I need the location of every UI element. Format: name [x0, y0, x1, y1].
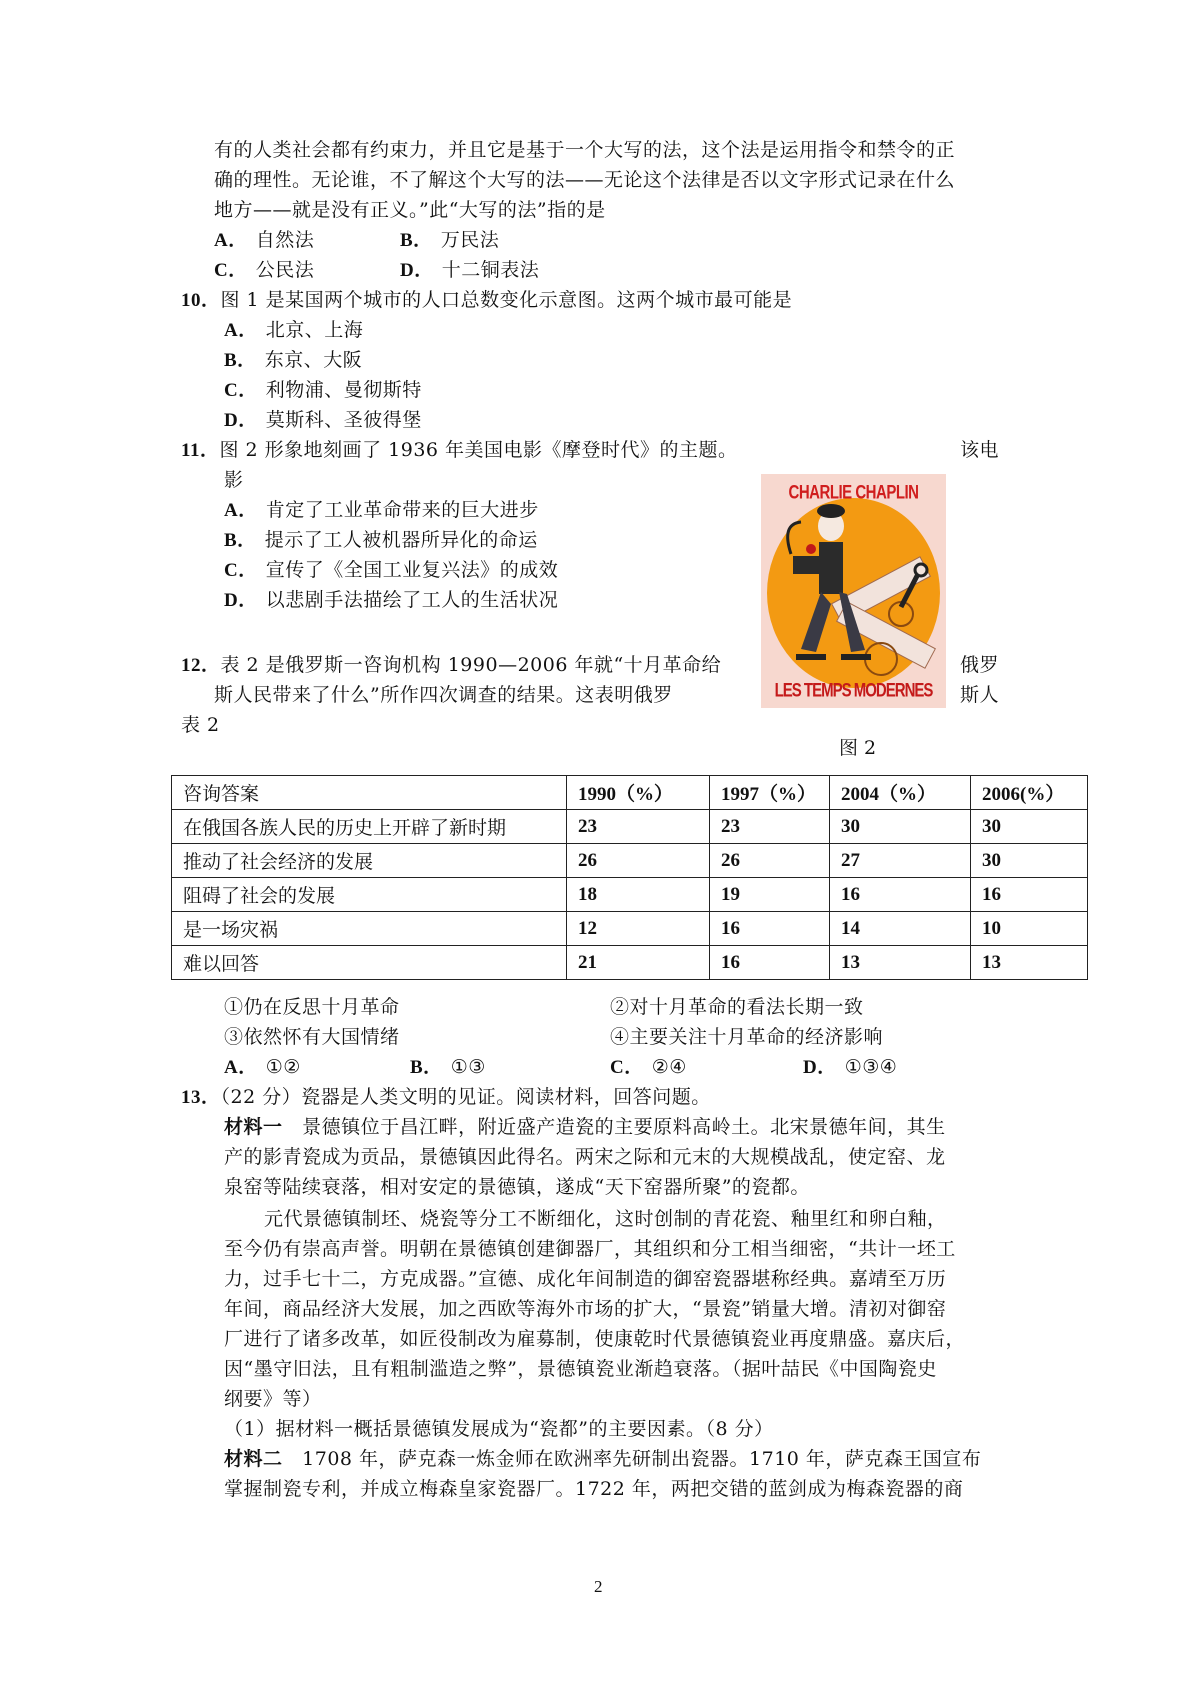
q13-material1-line-9: 因“墨守旧法，且有粗制滥造之弊”，景德镇瓷业渐趋衰落。（据叶喆民《中国陶瓷史 [224, 1358, 937, 1380]
question-stem: （22 分）瓷器是人类文明的见证。阅读材料，回答问题。 [220, 1086, 711, 1108]
question-number: 11． [181, 440, 220, 461]
q13-material1-line-3: 泉窑等陆续衰落，相对安定的景德镇，遂成“天下窑器所聚”的瓷都。 [224, 1176, 810, 1198]
question-number: 12． [181, 655, 221, 676]
poster-title-bottom: LES TEMPS MODERNES [774, 679, 933, 702]
option-text: 万民法 [440, 229, 500, 251]
q9-stem-line-2: 确的理性。无论谁，不了解这个大写的法——无论这个法律是否以文字形式记录在什么 [214, 169, 956, 191]
option-text: 肯定了工业革命带来的巨大进步 [265, 499, 539, 521]
q13-stem [181, 1085, 711, 1110]
table-cell: 难以回答 [172, 946, 567, 980]
option-label: D． [224, 590, 258, 611]
question-stem: 表 2 是俄罗斯一咨询机构 1990—2006 年就“十月革命给 [220, 654, 722, 676]
table-header-cell: 咨询答案 [172, 776, 567, 810]
option-label: B． [224, 530, 257, 551]
question-stem: 图 2 形象地刻画了 1936 年美国电影《摩登时代》的主题。 [219, 439, 738, 461]
q12-option-a [224, 1055, 301, 1080]
table-2-label: 表 2 [181, 714, 220, 736]
figure-2-poster [761, 474, 946, 708]
q12-stem-right-2: 斯人 [960, 684, 1000, 706]
table-cell: 推动了社会经济的发展 [172, 844, 567, 878]
option-text: 提示了工人被机器所异化的命运 [264, 529, 538, 551]
table-cell: 16 [710, 946, 830, 980]
table-cell: 16 [710, 912, 830, 946]
table-header-cell: 2006(%） [971, 776, 1088, 810]
table-cell: 30 [971, 844, 1088, 878]
question-stem: 图 1 是某国两个城市的人口总数变化示意图。这两个城市最可能是 [220, 289, 793, 311]
q10-option-b [224, 348, 362, 373]
table-cell: 12 [567, 912, 710, 946]
option-text: 东京、大阪 [264, 349, 363, 371]
q11-stem [181, 438, 738, 463]
question-number: 13． [181, 1087, 221, 1108]
q12-statement-1: ①仍在反思十月革命 [224, 996, 400, 1018]
option-text: 宣传了《全国工业复兴法》的成效 [265, 559, 559, 581]
q12-stem-line-2: 斯人民带来了什么”所作四次调查的结果。这表明俄罗 [214, 684, 673, 706]
material-text: 1708 年，萨克森一炼金师在欧洲率先研制出瓷器。1710 年，萨克森王国宣布 [302, 1448, 982, 1470]
option-label: B． [224, 350, 257, 371]
table-cell: 21 [567, 946, 710, 980]
figure-2-caption: 图 2 [839, 737, 877, 759]
q9-option-c [214, 258, 314, 283]
q11-option-a [224, 498, 539, 523]
option-label: C． [224, 380, 258, 401]
q11-stem-line-2: 影 [224, 469, 244, 491]
poster-title-top: CHARLIE CHAPLIN [788, 481, 919, 504]
material-text: 景德镇位于昌江畔，附近盛产造瓷的主要原料高岭土。北宋景德年间，其生 [302, 1116, 946, 1138]
q10-stem [181, 288, 792, 313]
table-row [172, 912, 1088, 946]
q10-option-a [224, 318, 363, 343]
table-cell: 26 [567, 844, 710, 878]
q12-option-c [610, 1055, 687, 1080]
table-row [172, 946, 1088, 980]
option-label: A． [224, 1057, 258, 1078]
page-number: 2 [594, 1577, 603, 1596]
q13-material2-line-2: 掌握制瓷专利，并成立梅森皇家瓷器厂。1722 年，两把交错的蓝剑成为梅森瓷器的商 [224, 1478, 964, 1500]
table-row [172, 844, 1088, 878]
option-text: ①③ [450, 1056, 486, 1078]
table-cell: 30 [971, 810, 1088, 844]
q9-stem-line-1: 有的人类社会都有约束力，并且它是基于一个大写的法，这个法是运用指令和禁令的正 [214, 139, 956, 161]
q13-material1-line-5: 至今仍有崇高声誉。明朝在景德镇创建御器厂，其组织和分工相当细密，“共计一坯工 [224, 1238, 956, 1260]
q11-option-d [224, 588, 558, 613]
table-cell: 阻碍了社会的发展 [172, 878, 567, 912]
q9-option-d [400, 258, 539, 283]
table-2 [171, 775, 1088, 980]
table-header-cell: 2004（%） [830, 776, 971, 810]
table-cell: 10 [971, 912, 1088, 946]
option-label: D． [803, 1057, 837, 1078]
q12-option-d [803, 1055, 897, 1080]
option-label: A． [214, 230, 248, 251]
table-cell: 13 [830, 946, 971, 980]
table-cell: 13 [971, 946, 1088, 980]
table-cell: 16 [971, 878, 1088, 912]
table-row [172, 878, 1088, 912]
option-text: ①② [265, 1056, 301, 1078]
option-label: C． [610, 1057, 644, 1078]
q13-material1-line-10: 纲要》等） [224, 1388, 322, 1410]
table-cell: 16 [830, 878, 971, 912]
q9-option-b [400, 228, 499, 253]
q13-subquestion-1: （1）据材料一概括景德镇发展成为“瓷都”的主要因素。（8 分） [224, 1418, 774, 1440]
q11-option-c [224, 558, 558, 583]
option-text: 十二铜表法 [441, 259, 540, 281]
q12-option-b [410, 1055, 486, 1080]
q12-statement-4: ④主要关注十月革命的经济影响 [610, 1026, 884, 1048]
table-header-cell: 1990（%） [567, 776, 710, 810]
table-row [172, 810, 1088, 844]
option-text: ①③④ [844, 1056, 898, 1078]
option-label: C． [224, 560, 258, 581]
option-label: B． [410, 1057, 443, 1078]
option-text: ②④ [651, 1056, 687, 1078]
option-label: A． [224, 320, 258, 341]
q13-material2-line-1 [224, 1447, 981, 1472]
option-text: 北京、上海 [265, 319, 364, 341]
table-cell: 30 [830, 810, 971, 844]
material-label: 材料二 [224, 1449, 283, 1470]
q12-statement-3: ③依然怀有大国情绪 [224, 1026, 400, 1048]
q10-option-c [224, 378, 422, 403]
table-cell: 26 [710, 844, 830, 878]
q13-material1-line-1 [224, 1115, 946, 1140]
q11-option-b [224, 528, 538, 553]
table-cell: 27 [830, 844, 971, 878]
material-label: 材料一 [224, 1117, 283, 1138]
table-header-cell: 1997（%） [710, 776, 830, 810]
q13-material1-line-2: 产的影青瓷成为贡品，景德镇因此得名。两宋之际和元末的大规模战乱，使定窑、龙 [224, 1146, 946, 1168]
q12-stem-right-1: 俄罗 [960, 654, 1000, 676]
table-cell: 23 [567, 810, 710, 844]
table-cell: 14 [830, 912, 971, 946]
option-label: B． [400, 230, 433, 251]
table-cell: 19 [710, 878, 830, 912]
option-text: 公民法 [255, 259, 315, 281]
q9-stem-line-3: 地方——就是没有正义。”此“大写的法”指的是 [214, 199, 606, 221]
option-text: 利物浦、曼彻斯特 [265, 379, 422, 401]
option-label: A． [224, 500, 258, 521]
option-label: D． [224, 410, 258, 431]
table-cell: 23 [710, 810, 830, 844]
q13-material1-line-6: 力，过手七十二，方克成器。”宣德、成化年间制造的御窑瓷器堪称经典。嘉靖至万历 [224, 1268, 947, 1290]
table-cell: 是一场灾祸 [172, 912, 567, 946]
table-header-row [172, 776, 1088, 810]
option-text: 莫斯科、圣彼得堡 [265, 409, 422, 431]
q12-statement-2: ②对十月革命的看法长期一致 [610, 996, 864, 1018]
q13-material1-line-4: 元代景德镇制坯、烧瓷等分工不断细化，这时创制的青花瓷、釉里红和卵白釉， [264, 1208, 947, 1230]
option-label: C． [214, 260, 248, 281]
option-label: D． [400, 260, 434, 281]
table-cell: 在俄国各族人民的历史上开辟了新时期 [172, 810, 567, 844]
option-text: 自然法 [255, 229, 315, 251]
q13-material1-line-8: 厂进行了诸多改革，如匠役制改为雇募制，使康乾时代景德镇瓷业再度鼎盛。嘉庆后， [224, 1328, 966, 1350]
q11-stem-right: 该电 [960, 439, 1000, 461]
chaplin-illustration-icon [761, 474, 946, 708]
option-text: 以悲剧手法描绘了工人的生活状况 [265, 589, 559, 611]
q12-stem-line-1 [181, 653, 721, 678]
q13-material1-line-7: 年间，商品经济大发展，加之西欧等海外市场的扩大，“景瓷”销量大增。清初对御窑 [224, 1298, 947, 1320]
q9-option-a [214, 228, 314, 253]
table-cell: 18 [567, 878, 710, 912]
question-number: 10． [181, 290, 221, 311]
q10-option-d [224, 408, 422, 433]
